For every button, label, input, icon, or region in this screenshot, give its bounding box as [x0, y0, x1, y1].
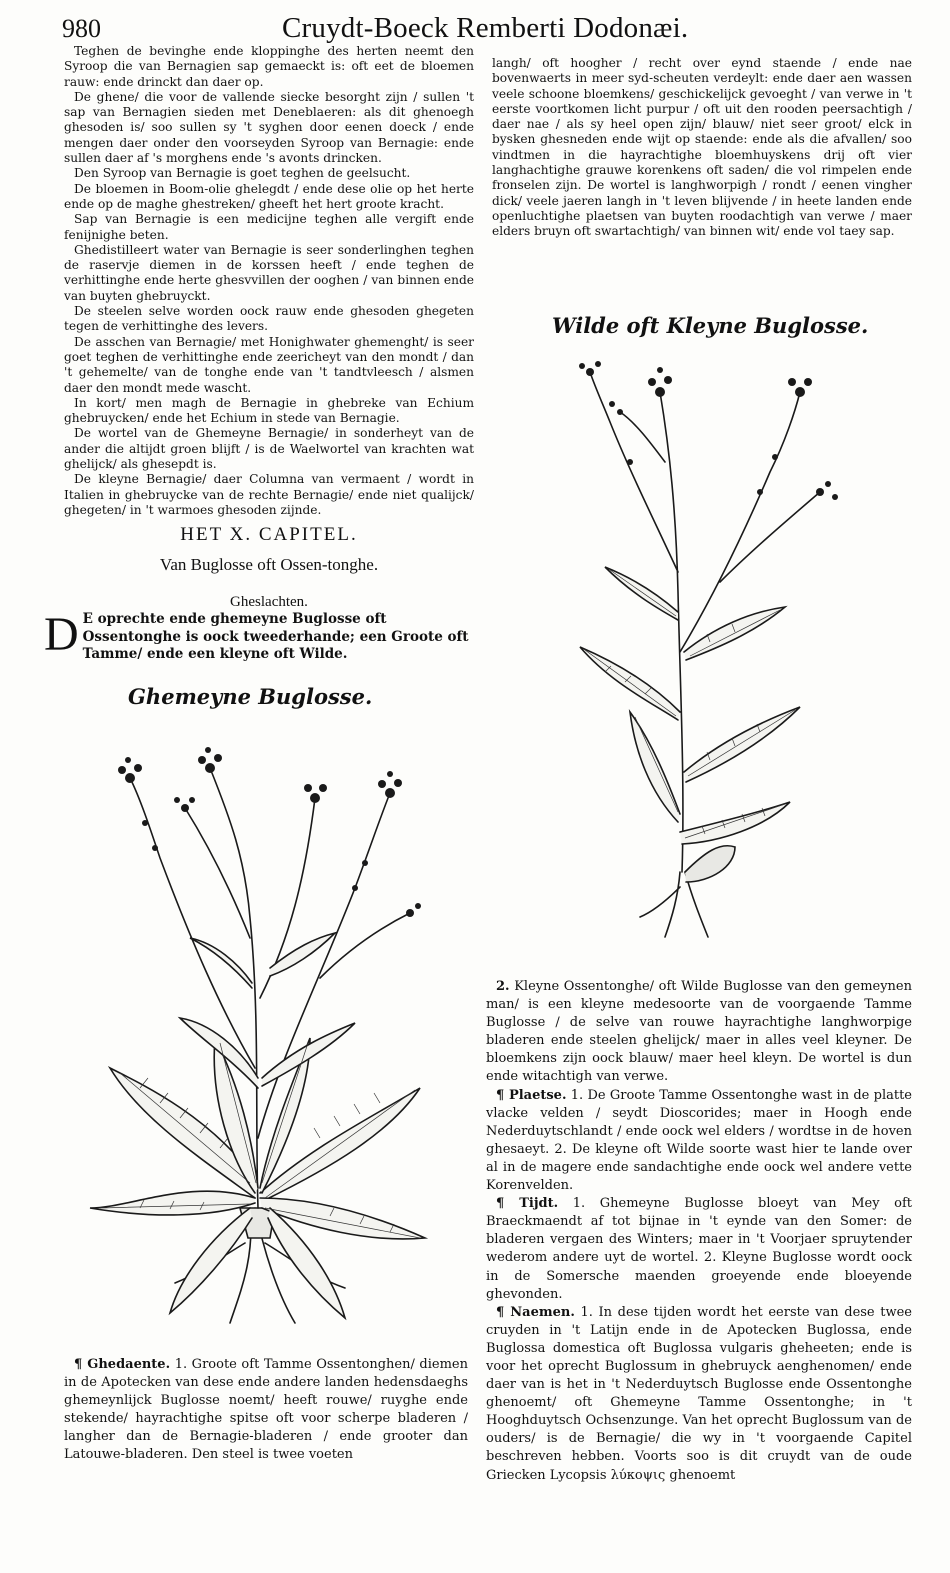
page-number: 980	[62, 14, 101, 43]
intro-text: E oprechte ende ghemeyne Buglosse oft Ossentonghe is oock tweederhande; een Groote oft Tamme/ ende een kleyne oft Wilde.	[82, 611, 469, 662]
paragraph: langh/ oft hoogher / recht over eynd staende / ende nae bovenwaerts in meer syd-scheuten verdeylt: ende daer aen wassen veele schoone bloemkens/ geschickelijck gevoeght / van verwe in 't eerste voortkomen licht purpur / oft uit den rooden peersachtigh / daer nae / als sy heel open zijn/ blauw/ niet seer groot/ elck in bysken ghesneden ende wijt op staende: ende als die afvallen/ soo vindtmen in die hayrachtighe bloemhuyskens drij oft vier langhachtighe grauwe korenkens oft saden/ die vol rimpelen ende fronselen zijn. De wortel is langhworpigh / rondt / eenen vingher dick/ veele jaeren langh in 't leven blijvende / in heete landen ende openluchtighe plaetsen van buyten roodachtigh van verwe / maer elders bruyn oft swartachtigh/ van binnen wit/ ende vol taey sap.	[492, 56, 912, 239]
paragraph-text: 1. Groote oft Tamme Ossentonghen/ diemen in de Apotecken van dese ende andere landen hedensdaeghs ghemeynlijck Buglosse noemt/ heeft rouwe/ ruyghe ende stekende/ hayrachtighe spitse oft voor scherpe bladeren / langher dan de Bernagie-bladeren / ende grooter dan Latouwe-bladeren. Den steel is twee voeten	[64, 1357, 468, 1462]
common-bugloss-woodcut	[80, 738, 440, 1328]
paragraph: In kort/ men magh de Bernagie in ghebreke van Echium ghebruycken/ ende het Echium in stede van Bernagie.	[64, 395, 474, 426]
right-column-text	[492, 56, 912, 240]
section-marker: ¶ Tijdt.	[496, 1196, 559, 1212]
description-shape-paragraph	[64, 1356, 468, 1464]
left-column-text	[64, 44, 474, 518]
paragraph-text: 1. Ghemeyne Buglosse bloeyt van Mey oft Braeckmaendt af tot bijnae in 't eynde van den Somer: de bladeren vergaen des Winters; maer in 't Voorjaer spruytender wederom andere uyt de wortel. 2. Kleyne Buglosse wordt oock in de Somersche maenden groeyende ende bloeyende ghevonden.	[486, 1196, 913, 1302]
section-marker: ¶ Plaetse.	[496, 1087, 567, 1103]
chapter-number: HET X. CAPITEL.	[180, 524, 358, 545]
chapter-intro	[44, 608, 469, 664]
paragraph: De bloemen in Boom-olie ghelegdt / ende dese olie op het herte ende op de maghe ghestreken/ gheeft het hert groote kracht.	[64, 181, 474, 211]
figure-caption-wild-bugloss: Wilde oft Kleyne Buglosse.	[552, 313, 869, 338]
paragraph: Sap van Bernagie is een medicijne teghen alle vergift ende fenijnighe beten.	[64, 212, 474, 242]
paragraph: Ghedistilleert water van Bernagie is seer sonderlinghen teghen de raservje diemen in de korssen heeft / ende teghen de verhittinghe ende herte ghesvvillen der ooghen / van binnen ende van buyten ghebruyckt.	[64, 242, 474, 303]
paragraph: De kleyne Bernagie/ daer Columna van vermaent / wordt in Italien in ghebruycke van de rechte Bernagie/ ende niet qualijck/ ghegeten/ in 't warmoes ghesoden zijnde.	[64, 472, 474, 517]
running-title: Cruydt-Boeck Remberti Dodonæi.	[282, 12, 689, 44]
page-header	[0, 0, 950, 44]
chapter-title: Van Buglosse oft Ossen-tonghe.	[159, 555, 379, 574]
section-marker: ¶ Naemen.	[496, 1304, 575, 1320]
section-marker: 2.	[496, 979, 510, 994]
paragraph-text: Kleyne Ossentonghe/ oft Wilde Buglosse van den gemeynen man/ is een kleyne medesoorte van de voorgaende Tamme Buglosse / de selve van rouwe hayrachtighe langhworpige bladeren ende steelen ghelijck/ maer in alles veel kleyner. De bloemkens zijn oock blauw/ maer heel kleyn. De wortel is dun ende witachtigh van verwe.	[486, 979, 912, 1085]
right-column-lower-text	[486, 978, 912, 1485]
paragraph-text: 1. In dese tijden wordt het eerste van dese twee cruyden in 't Latijn ende in de Apotecken Buglossa, ende Buglossa domestica oft Buglossa vulgaris gheheeten; ende is voor het oprecht Buglossum in ghebruyck aenghenomen/ ende daer van is het in 't Nederduytsch Buglosse ende Ossentonghe ghenoemt/ oft Ghemeyne Tamme Ossentonghe; in 't Hooghduytsch Ochsenzunge. Van het oprecht Buglossum van de ouders/ is de Bernagie/ die wy in 't voorgaende Capitel beschreven hebben. Voorts soo is dit cruydt van de oude Griecken Lycopsis λύκοψις ghenoemt	[486, 1304, 912, 1483]
section-marker: ¶ Ghedaente.	[74, 1357, 171, 1372]
section-heading: Gheslachten.	[230, 594, 308, 610]
drop-cap: D	[44, 608, 79, 661]
paragraph: Den Syroop van Bernagie is goet teghen de geelsucht.	[74, 166, 411, 181]
paragraph: De asschen van Bernagie/ met Honighwater ghemenght/ is seer goet teghen de verhittinghe ende zeericheyt van den mondt / dan 't gehemelte/ van de tonghe ende van 't tandtvleesch / alsmen daer den mondt mede wascht.	[64, 334, 474, 395]
paragraph: De wortel van de Ghemeyne Bernagie/ in sonderheyt van de ander die altijdt groen blijft / is de Waelwortel van krachten wat ghelijck/ als ghesepdt is.	[64, 426, 474, 472]
wild-bugloss-woodcut	[560, 352, 860, 942]
paragraph: Teghen de bevinghe ende kloppinghe des herten neemt den Syroop die van Bernagien sap gemaeckt is: oft eet de bloemen rauw: ende drinckt dan daer op.	[64, 44, 474, 89]
paragraph: De ghene/ die voor de vallende siecke besorght zijn / sullen 't sap van Bernagien sieden met Deneblaeren: als dit ghenoegh ghesoden is/ soo sullen sy 't syghen door eenen doeck / ende mengen daer onder den voorseyden Syroop van Bernagie: ende sullen daer af 's morghens ende 's avonts drincken.	[64, 89, 474, 166]
figure-caption-common-bugloss: Ghemeyne Buglosse.	[128, 684, 373, 709]
paragraph: De steelen selve worden oock rauw ende ghesoden ghegeten tegen de verhittinghe des levers.	[64, 304, 474, 334]
paragraph-text: 1. De Groote Tamme Ossentonghe wast in de platte vlacke velden / seydt Dioscorides; maer in Hoogh ende Nederduytschlandt / ende oock wel elders / wordtse in de hoven ghesaeyt. 2. De kleyne oft Wilde soorte wast hier te lande over al in de magere ende sandachtighe ende oock wel andere vette Korenvelden.	[486, 1087, 913, 1194]
